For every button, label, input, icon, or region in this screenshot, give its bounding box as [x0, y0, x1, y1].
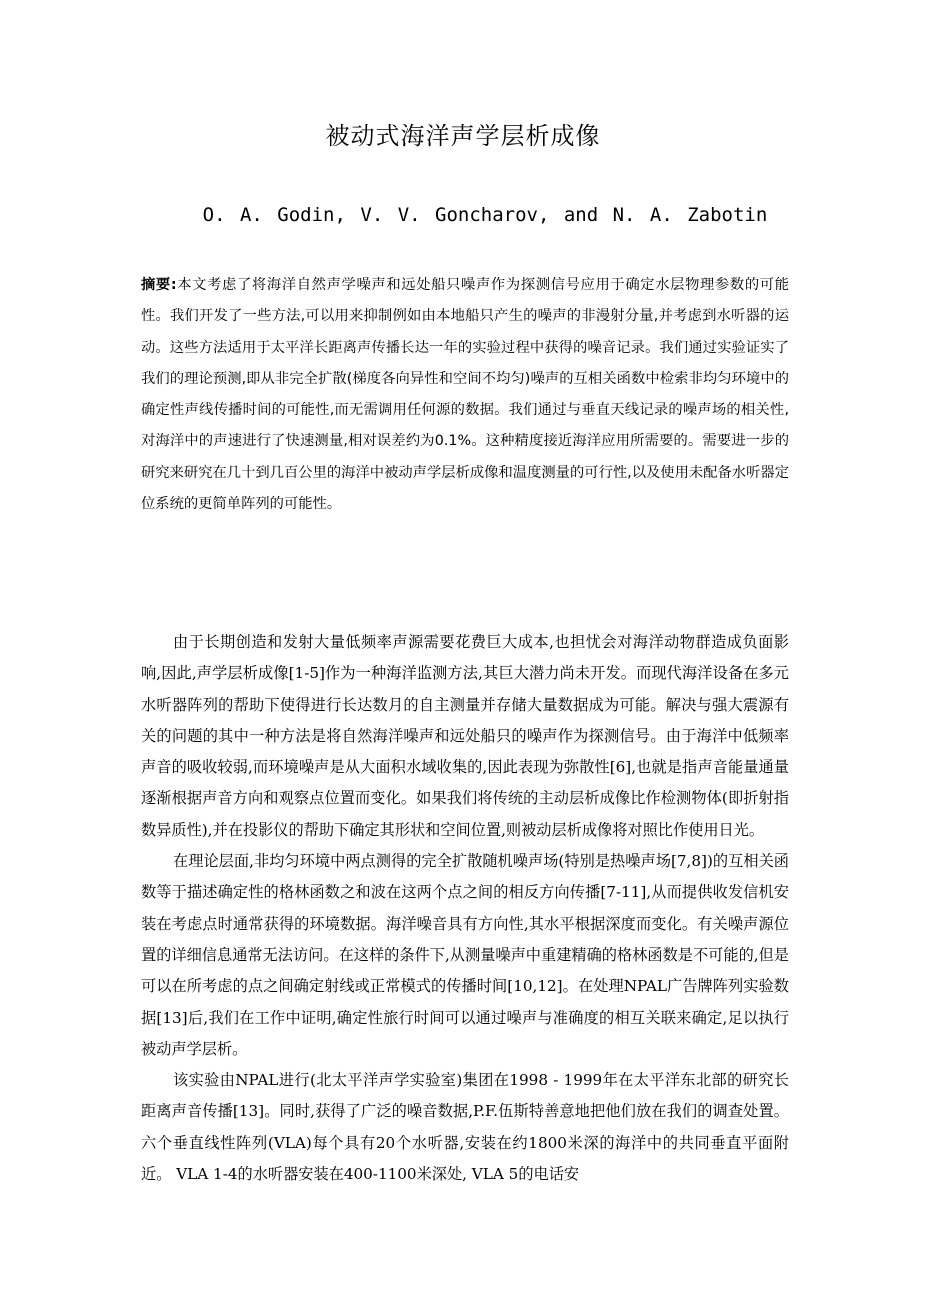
paper-authors: O. A. Godin, V. V. Goncharov, and N. A. Zabotin — [202, 204, 768, 226]
abstract — [141, 270, 789, 520]
body-paragraph-2: 在理论层面,非均匀环境中两点测得的完全扩散随机噪声场(特别是热噪声场[7,8])的互相关函数等于描述确定性的格林函数之和波在这两个点之间的相反方向传播[7-11],从而提供收发信机安装在考虑点时通常获得的环境数据。海洋噪音具有方向性,其水平根据深度而变化。有关噪声源位置的详细信息通常无法访问。在这样的条件下,从测量噪声中重建精确的格林函数是不可能的,但是可以在所考虑的点之间确定射线或正常模式的传播时间[10,12]。在处理NPAL广告牌阵列实验数据[13]后,我们在工作中证明,确定性旅行时间可以通过噪声与准确度的相互关联来确定,足以执行被动声学层析。 — [141, 852, 789, 1058]
paper-title: 被动式海洋声学层析成像 — [325, 122, 601, 150]
body-text — [141, 627, 789, 1190]
body-paragraph-1: 由于长期创造和发射大量低频率声源需要花费巨大成本,也担忧会对海洋动物群造成负面影响,因此,声学层析成像[1-5]作为一种海洋监测方法,其巨大潜力尚未开发。而现代海洋设备在多元水听器阵列的帮助下使得进行长达数月的自主测量并存储大量数据成为可能。解决与强大震源有关的问题的其中一种方法是将自然海洋噪声和远处船只的噪声作为探测信号。由于海洋中低频率声音的吸收较弱,而环境噪声是从大面积水域收集的,因此表现为弥散性[6],也就是指声音能量通量逐渐根据声音方向和观察点位置而变化。如果我们将传统的主动层析成像比作检测物体(即折射指数异质性),并在投影仪的帮助下确定其形状和空间位置,则被动层析成像将对照比作使用日光。 — [141, 633, 789, 839]
abstract-label: 摘要: — [141, 277, 177, 293]
body-paragraph-3: 该实验由NPAL进行(北太平洋声学实验室)集团在1998 - 1999年在太平洋东北部的研究长距离声音传播[13]。同时,获得了广泛的噪音数据,P.F.伍斯特善意地把他们放在我们的调查处置。六个垂直线性阵列(VLA)每个具有20个水听器,安装在约1800米深的海洋中的共同垂直平面附近。 VLA 1-4的水听器安装在400-1100米深处, VLA 5的电话安 — [141, 1071, 789, 1184]
abstract-text: 本文考虑了将海洋自然声学噪声和远处船只噪声作为探测信号应用于确定水层物理参数的可能性。我们开发了一些方法,可以用来抑制例如由本地船只产生的噪声的非漫射分量,并考虑到水听器的运动。这些方法适用于太平洋长距离声传播长达一年的实验过程中获得的噪音记录。我们通过实验证实了我们的理论预测,即从非完全扩散(梯度各向异性和空间不均匀)噪声的互相关函数中检索非均匀环境中的确定性声线传播时间的可能性,而无需调用任何源的数据。我们通过与垂直天线记录的噪声场的相关性,对海洋中的声速进行了快速测量,相对误差约为0.1%。这种精度接近海洋应用所需要的。需要进一步的研究来研究在几十到几百公里的海洋中被动声学层析成像和温度测量的可行性,以及使用未配备水听器定位系统的更简单阵列的可能性。 — [141, 277, 789, 513]
